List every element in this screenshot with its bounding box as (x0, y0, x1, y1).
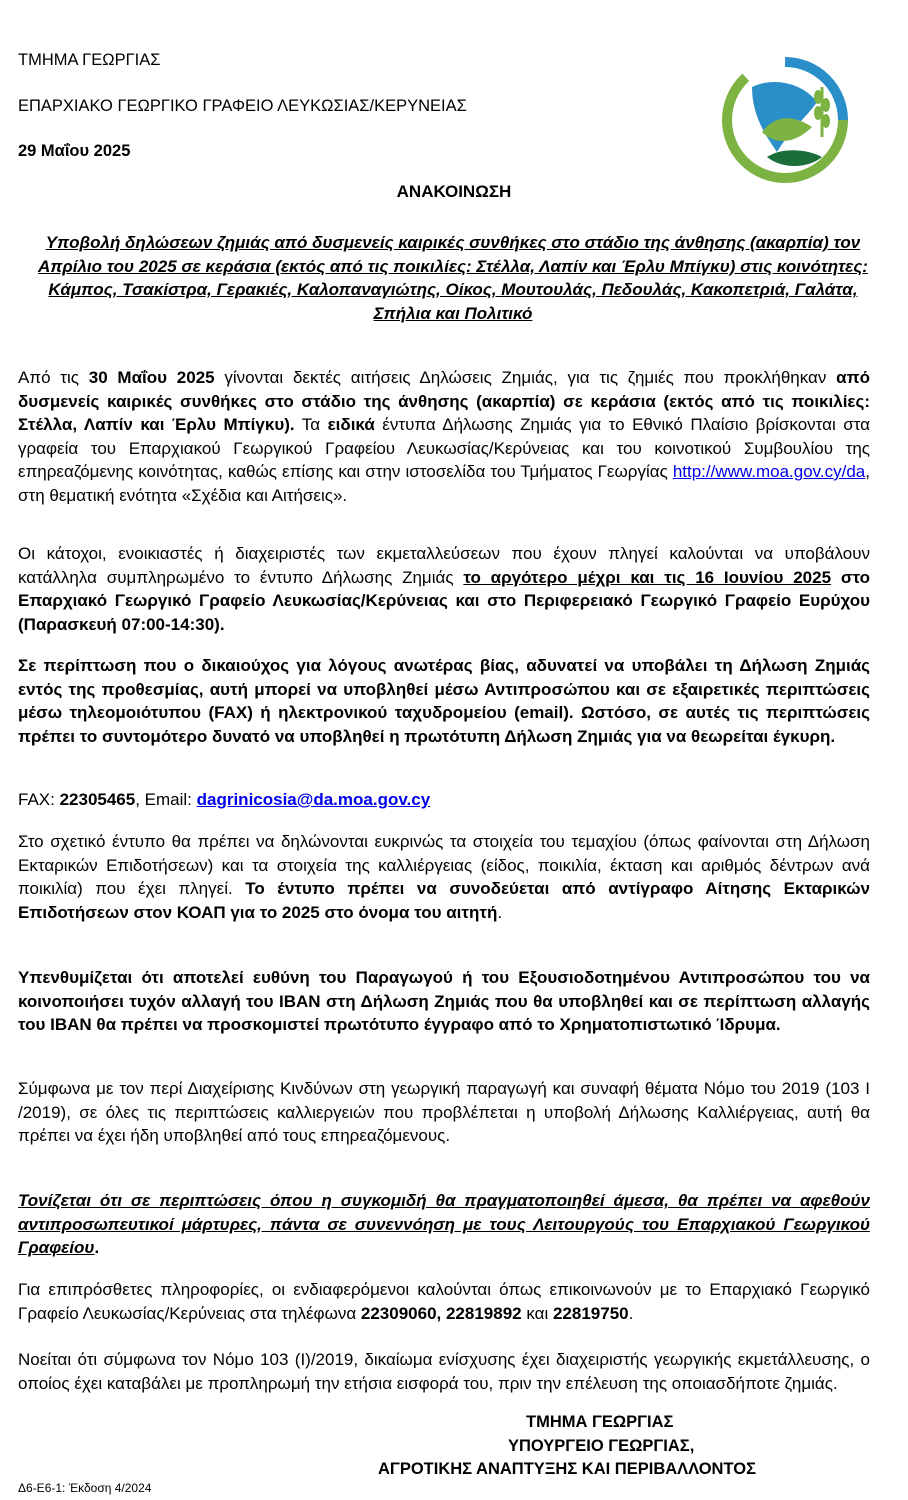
paragraph-3: Σε περίπτωση που ο δικαιούχος για λόγους ανωτέρας βίας, αδυνατεί να υποβάλει τη Δήλωση Ζημιάς εντός της προθεσμίας, αυτή μπορεί να υποβληθεί μέσω Αντιπροσώπου και σε εξαιρετικές περιπτώσεις μέσω τηλεομοιότυπου (FAX) ή ηλεκτρονικού ταχυδρομείου (email). Ωστόσο, σε αυτές τις περιπτώσεις πρέπει το συντομότερο δυνατό να υποβληθεί η πρωτότυπη Δήλωση Ζημιάς για να θεωρείται έγκυρη. (18, 656, 870, 746)
paragraph-8-phones: Για επιπρόσθετες πληροφορίες, οι ενδιαφερόμενοι καλούνται όπως επικοινωνούν με το Επαρχιακό Γεωργικό Γραφείο Λευκωσίας/Κερύνειας στα τηλέφωνα 22309060, 22819892 και 22819750. (18, 1280, 870, 1323)
contact-fax-email: FAX: 22305465, Email: dagrinicosia@da.moa.gov.cy (18, 790, 431, 809)
paragraph-1: Από τις 30 Μαΐου 2025 γίνονται δεκτές αιτήσεις Δηλώσεις Ζημιάς, για τις ζημιές που προκλήθηκαν από δυσμενείς καιρικές συνθήκες στο στάδιο της άνθησης (ακαρπία) σε κεράσια (εκτός από τις ποικιλίες: Στέλλα, Λαπίν και Έρλυ Μπίγκυ). Τα ειδικά έντυπα Δήλωσης Ζημιάς για το Εθνικό Πλαίσιο βρίσκονται στα γραφεία του Επαρχιακού Γεωργικού Γραφείου Λευκωσίας/Κερύνειας και του κοινοτικού Συμβουλίου της επηρεαζόμενης κοινότητας, καθώς επίσης και στην ιστοσελίδα του Τμήματος Γεωργίας http://www.moa.gov.cy/da, στη θεματική ενότητα «Σχέδια και Αιτήσεις». (18, 368, 871, 505)
announcement-title: ΑΝΑΚΟΙΝΩΣΗ (396, 182, 512, 201)
office-header: ΕΠΑΡΧΙΑΚΟ ΓΕΩΡΓΙΚΟ ΓΡΑΦΕΙΟ ΛΕΥΚΩΣΙΑΣ/ΚΕΡΥΝΕΙΑΣ (18, 97, 467, 115)
paragraph-5-iban: Υπενθυμίζεται ότι αποτελεί ευθύνη του Παραγωγού ή του Εξουσιοδοτημένου Αντιπροσώπου του να κοινοποιήσει τυχόν αλλαγή του IBAN στη Δήλωση Ζημιάς που θα υποβληθεί και σε περίπτωση αλλαγής του IBAN θα πρέπει να προσκομιστεί πρωτότυπο έγγραφο από το Χρηματοπιστωτικό Ίδρυμα. (18, 968, 870, 1034)
paragraph-6-law: Σύμφωνα με τον περί Διαχείρισης Κινδύνων στη γεωργική παραγωγή και συναφή θέματα Νόμο του 2019 (103 Ι /2019), σε όλες τις περιπτώσεις καλλιεργειών που προβλέπεται η υποβολή Δήλωσης Καλλιέργειας, αυτή θα πρέπει να έχει ήδη υποβληθεί από τους επηρεαζόμενους. (18, 1079, 870, 1145)
paragraph-2: Οι κάτοχοι, ενοικιαστές ή διαχειριστές των εκμεταλλεύσεων που έχουν πληγεί καλούνται να υποβάλουν κατάλληλα συμπληρωμένο το έντυπο Δήλωσης Ζημιάς το αργότερο μέχρι και τις 16 Ιουνίου 2025 στο Επαρχιακό Γεωργικό Γραφείο Λευκωσίας/Κερύνειας και στο Περιφερειακό Γεωργικό Γραφείο Ευρύχου (Παρασκευή 07:00-14:30). (18, 544, 870, 634)
signature-line-3: ΑΓΡΟΤΙΚΗΣ ΑΝΑΠΤΥΞΗΣ ΚΑΙ ΠΕΡΙΒΑΛΛΟΝΤΟΣ (378, 1460, 756, 1478)
email-link[interactable]: dagrinicosia@da.moa.gov.cy (196, 790, 431, 809)
signature-line-2: ΥΠΟΥΡΓΕΙΟ ΓΕΩΡΓΙΑΣ, (508, 1437, 695, 1455)
announcement-subject: Υποβολή δηλώσεων ζημιάς από δυσμενείς καιρικές συνθήκες στο στάδιο της άνθησης (ακαρπία) τον Απρίλιο του 2025 σε κεράσια (εκτός από τις ποικιλίες: Στέλλα, Λαπίν και Έρλυ Μπίγκυ) στις κοινότητες: Κάμπος, Τσακίστρα, Γερακιές, Καλοπαναγιώτης, Οίκος, Μουτουλάς, Πεδουλάς, Κακοπετριά, Γαλάτα, Σπήλια και Πολιτικό (38, 233, 868, 323)
ministry-of-agriculture-logo (722, 57, 848, 183)
paragraph-4: Στο σχετικό έντυπο θα πρέπει να δηλώνονται ευκρινώς τα στοιχεία του τεμαχίου (όπως φαίνονται στη Δήλωση Εκταρικών Επιδοτήσεων) και τα στοιχεία της καλλιέργειας (είδος, ποικιλία, έκταση και αριθμός δέντρων ανά ποικιλία) που έχει πληγεί. Το έντυπο πρέπει να συνοδεύεται από αντίγραφο Αίτησης Εκταρικών Επιδοτήσεων στον ΚΟΑΠ για το 2025 στο όνομα του αιτητή. (18, 832, 871, 922)
signature-line-1: ΤΜΗΜΑ ΓΕΩΡΓΙΑΣ (526, 1413, 674, 1431)
document-code-footer: Δ6-Ε6-1: Έκδοση 4/2024 (18, 1481, 152, 1495)
department-header: ΤΜΗΜΑ ΓΕΩΡΓΙΑΣ (18, 51, 161, 69)
paragraph-9: Νοείται ότι σύμφωνα τον Νόμο 103 (Ι)/2019, δικαίωμα ενίσχυσης έχει διαχειριστής γεωργικής εκμετάλλευσης, ο οποίος έχει καταβάλει με προπληρωμή την ετήσια εισφορά του, πριν την επέλευση της οποιασδήποτε ζημιάς. (18, 1350, 870, 1393)
moa-website-link[interactable]: http://www.moa.gov.cy/da (672, 462, 866, 481)
paragraph-7-witnesses: Τονίζεται ότι σε περιπτώσεις όπου η συγκομιδή θα πραγματοποιηθεί άμεσα, θα πρέπει να αφεθούν αντιπροσωπευτικοί μάρτυρες, πάντα σε συνεννόηση με τους Λειτουργούς του Επαρχιακού Γεωργικού Γραφείου. (18, 1191, 870, 1257)
announcement-date: 29 Μαΐου 2025 (18, 142, 131, 160)
